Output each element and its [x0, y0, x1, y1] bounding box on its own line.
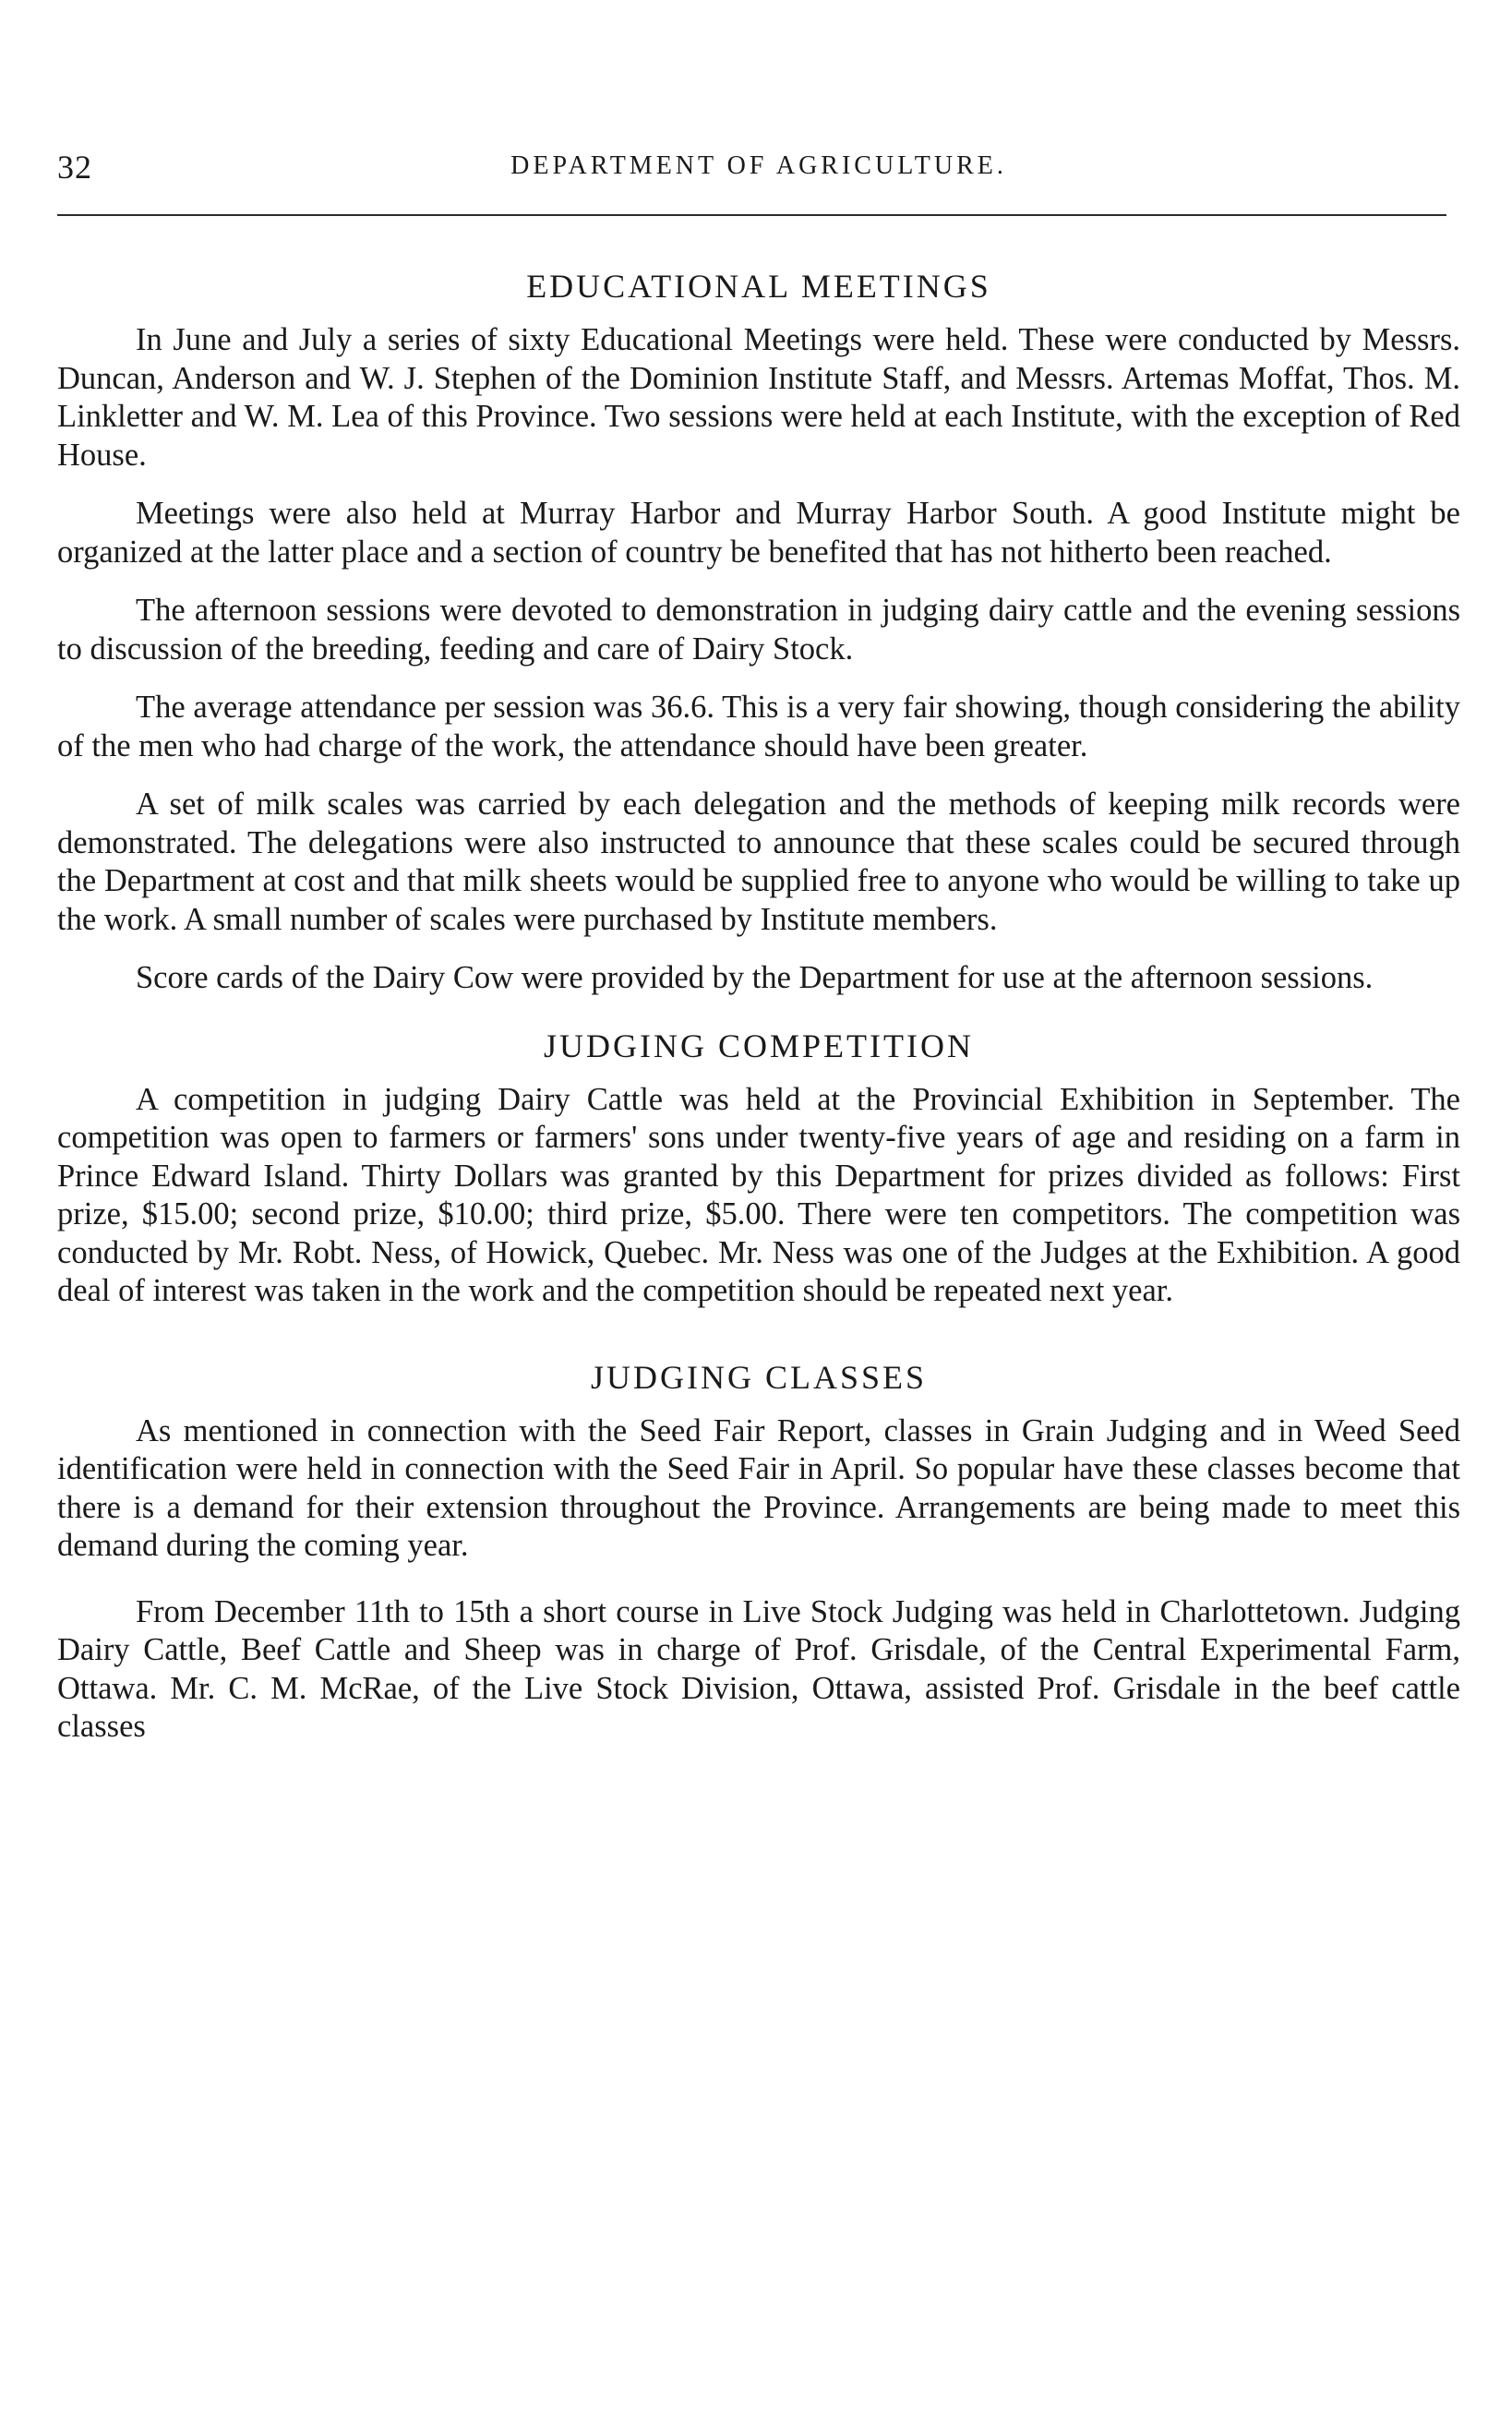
paragraph: In June and July a series of sixty Educational Meetings were held. These were conducted by Messrs. Duncan, Anderson and W. J. Stephen of the Dominion Institute Staff, and Messrs. Artemas Moffat, Thos. M. Linkletter and W. M. Lea of this Province. Two sessions were held at each Institute, with the exception of Red House. [57, 322, 1460, 473]
paragraph: From December 11th to 15th a short course in Live Stock Judging was held in Charlottetown. Judging Dairy Cattle, Beef Cattle and Sheep was in charge of Prof. Grisdale, of the Central Experimental Farm, Ottawa. Mr. C. M. McRae, of the Live Stock Division, Ottawa, assisted Prof. Grisdale in the beef cattle classes [57, 1593, 1460, 1744]
header-rule [57, 214, 1446, 216]
section-judging-competition [57, 1020, 1460, 1311]
paragraph: The afternoon sessions were devoted to demonstration in judging dairy cattle and the evening sessions to discussion of the breeding, feeding and care of Dairy Stock. [57, 593, 1460, 667]
page-body [57, 260, 1460, 1767]
section-heading: JUDGING COMPETITION [544, 1027, 974, 1064]
section-heading: EDUCATIONAL MEETINGS [526, 268, 991, 305]
section-heading: JUDGING CLASSES [590, 1358, 928, 1396]
paragraph: A set of milk scales was carried by each delegation and the methods of keeping milk records were demonstrated. The delegations were also instructed to announce that these scales could be secured through the Department at cost and that milk sheets would be supplied free to anyone who would be willing to take up the work. A small number of scales were purchased by Institute members. [57, 787, 1460, 937]
running-title: DEPARTMENT OF AGRICULTURE. [510, 151, 1007, 180]
paragraph: The average attendance per session was 36.6. This is a very fair showing, though considering the ability of the men who had charge of the work, the attendance should have been greater. [57, 690, 1460, 763]
paragraph: Meetings were also held at Murray Harbor and Murray Harbor South. A good Institute might be organized at the latter place and a section of country be benefited that has not hitherto been reached. [57, 496, 1460, 570]
running-head [57, 148, 1460, 194]
section-educational-meetings [57, 260, 1460, 998]
section-judging-classes [57, 1352, 1460, 1747]
page-number: 32 [57, 149, 92, 186]
paragraph: As mentioned in connection with the Seed Fair Report, classes in Grain Judging and in Weed Seed identification were held in connection with the Seed Fair in April. So popular have these classes become that there is a demand for their extension throughout the Province. Arrangements are being made to meet this demand during the coming year. [57, 1412, 1460, 1563]
paragraph: A competition in judging Dairy Cattle was held at the Provincial Exhibition in September. The competition was open to farmers or farmers' sons under twenty-five years of age and residing on a farm in Prince Edward Island. Thirty Dollars was granted by this Department for prizes divided as follows: First prize, $15.00; second prize, $10.00; third prize, $5.00. There were ten competitors. The competition was conducted by Mr. Robt. Ness, of Howick, Quebec. Mr. Ness was one of the Judges at the Exhibition. A good deal of interest was taken in the work and the competition should be repeated next year. [57, 1081, 1460, 1308]
paragraph: Score cards of the Dairy Cow were provided by the Department for use at the afternoon sessions. [136, 960, 1374, 995]
